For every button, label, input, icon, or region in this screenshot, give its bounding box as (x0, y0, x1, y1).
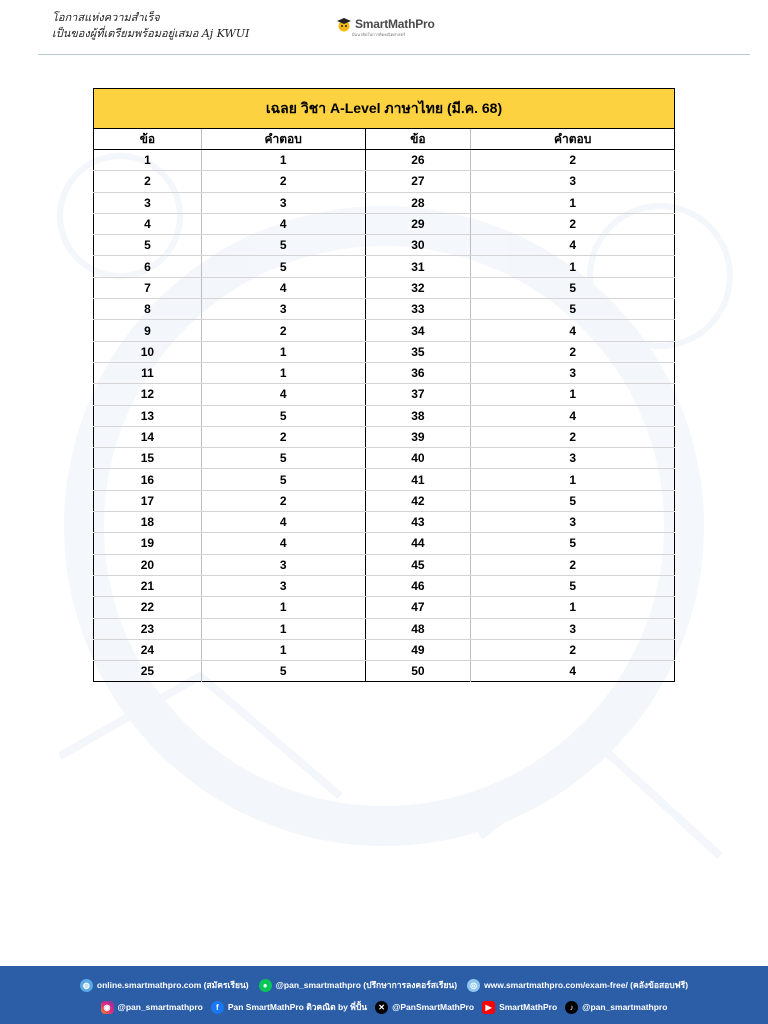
answer-value: 5 (201, 448, 365, 469)
table-row (94, 277, 675, 298)
table-row (94, 213, 675, 234)
table-row (94, 661, 675, 682)
answer-value: 2 (471, 213, 675, 234)
table-row (94, 256, 675, 277)
question-number: 12 (94, 384, 202, 405)
table-row (94, 235, 675, 256)
question-number: 50 (365, 661, 471, 682)
question-number: 18 (94, 512, 202, 533)
answer-value: 2 (201, 320, 365, 341)
column-header-answer-1: คำตอบ (201, 129, 365, 150)
footer-link-label: @pan_smartmathpro (117, 1002, 203, 1012)
question-number: 17 (94, 490, 202, 511)
question-number: 48 (365, 618, 471, 639)
footer-link-x[interactable] (375, 1001, 474, 1014)
question-number: 36 (365, 362, 471, 383)
answer-value: 3 (471, 448, 675, 469)
instagram-icon: ◉ (101, 1001, 114, 1014)
answer-value: 3 (201, 299, 365, 320)
column-header-row (94, 129, 675, 150)
line-icon: ● (259, 979, 272, 992)
answer-value: 2 (471, 341, 675, 362)
table-row (94, 299, 675, 320)
answer-value: 5 (471, 575, 675, 596)
table-row (94, 171, 675, 192)
footer-link-label: SmartMathPro (499, 1002, 558, 1012)
column-header-answer-2: คำตอบ (471, 129, 675, 150)
x-icon: ✕ (375, 1001, 388, 1014)
question-number: 32 (365, 277, 471, 298)
answer-value: 5 (471, 490, 675, 511)
question-number: 29 (365, 213, 471, 234)
question-number: 24 (94, 639, 202, 660)
question-number: 49 (365, 639, 471, 660)
slogan-line-2: เป็นของผู้ที่เตรียมพร้อมอยู่เสมอ Aj KWUI (52, 27, 250, 40)
answer-table-body (94, 150, 675, 682)
question-number: 1 (94, 150, 202, 171)
answer-value: 4 (569, 664, 577, 679)
answer-value: 5 (201, 405, 365, 426)
table-row (94, 490, 675, 511)
answer-value: 3 (471, 512, 675, 533)
answer-value: 1 (201, 150, 365, 171)
answer-value: 1 (201, 362, 365, 383)
brand-name: SmartMathPro (355, 17, 435, 31)
question-number: 41 (365, 469, 471, 490)
answer-value: 5 (201, 469, 365, 490)
question-number: 6 (94, 256, 202, 277)
footer-link-instagram[interactable] (101, 1001, 203, 1014)
answer-value: 1 (471, 597, 675, 618)
question-number: 20 (94, 554, 202, 575)
footer-link-youtube[interactable] (482, 1001, 557, 1014)
question-number: 43 (365, 512, 471, 533)
table-row (94, 533, 675, 554)
question-number: 28 (365, 192, 471, 213)
page-header (0, 0, 768, 56)
question-number: 22 (94, 597, 202, 618)
question-number: 11 (94, 362, 202, 383)
question-number: 40 (365, 448, 471, 469)
table-row (94, 618, 675, 639)
question-number: 31 (365, 256, 471, 277)
table-row (94, 469, 675, 490)
question-number: 3 (94, 192, 202, 213)
answer-value: 2 (201, 490, 365, 511)
answer-value: 4 (201, 533, 365, 554)
question-number: 34 (365, 320, 471, 341)
brand-tagline: มีแนวคิดในการคิดคณิตศาสตร์ (352, 32, 406, 37)
answer-value: 2 (471, 426, 675, 447)
answer-value: 1 (471, 469, 675, 490)
question-number: 45 (365, 554, 471, 575)
answer-value: 3 (471, 362, 675, 383)
answer-key-table (93, 88, 675, 682)
answer-value: 1 (201, 639, 365, 660)
answer-value: 1 (201, 597, 365, 618)
table-row (94, 405, 675, 426)
table-row (94, 554, 675, 575)
answer-value: 5 (201, 256, 365, 277)
question-number: 13 (94, 405, 202, 426)
facebook-icon: f (211, 1001, 224, 1014)
footer-link-label: online.smartmathpro.com (สมัครเรียน) (96, 980, 249, 990)
question-number: 9 (94, 320, 202, 341)
footer-row-2 (0, 1000, 768, 1014)
answer-value: 5 (471, 299, 675, 320)
table-title: เฉลย วิชา A-Level ภาษาไทย (มี.ค. 68) (94, 89, 675, 129)
question-number: 39 (365, 426, 471, 447)
answer-value: 1 (471, 256, 675, 277)
table-row (94, 192, 675, 213)
answer-value: 2 (201, 426, 365, 447)
question-number: 15 (94, 448, 202, 469)
question-number: 10 (94, 341, 202, 362)
answer-value: 2 (471, 554, 675, 575)
answer-value: 4 (471, 235, 675, 256)
table-row (94, 597, 675, 618)
answer-value: 4 (201, 512, 365, 533)
question-number: 44 (365, 533, 471, 554)
answer-value: 3 (201, 554, 365, 575)
question-number: 25 (94, 661, 202, 682)
footer-link-tiktok[interactable] (565, 1001, 667, 1014)
answer-value: 4 (201, 213, 365, 234)
table-row (94, 341, 675, 362)
footer-link-online[interactable] (80, 978, 249, 992)
question-number: 21 (94, 575, 202, 596)
footer-link-label: @pan_smartmathpro (582, 1002, 668, 1012)
footer-row-1 (0, 978, 768, 992)
footer-link-line[interactable] (259, 978, 457, 992)
table-row (94, 362, 675, 383)
answer-value: 3 (471, 171, 675, 192)
web-icon: ◎ (467, 979, 480, 992)
answer-value: 2 (201, 171, 365, 192)
youtube-icon: ▶ (482, 1001, 495, 1014)
question-number: 37 (365, 384, 471, 405)
question-number: 23 (94, 618, 202, 639)
tiktok-icon: ♪ (565, 1001, 578, 1014)
answer-value: 4 (201, 277, 365, 298)
answer-value: 1 (471, 192, 675, 213)
table-row (94, 575, 675, 596)
question-number: 46 (365, 575, 471, 596)
table-row (94, 426, 675, 447)
answer-value: 5 (201, 235, 365, 256)
brand-logo (336, 16, 435, 32)
footer-link-website[interactable] (467, 978, 688, 992)
answer-value: 2 (471, 639, 675, 660)
answer-value: 3 (201, 575, 365, 596)
answer-value: 4 (471, 405, 675, 426)
answer-value: 1 (201, 341, 365, 362)
answer-value: 5 (201, 661, 365, 682)
question-number: 5 (94, 235, 202, 256)
slogan (52, 10, 249, 42)
globe-icon: ◍ (80, 979, 93, 992)
contact-footer (0, 966, 768, 1024)
question-number: 42 (365, 490, 471, 511)
question-number: 14 (94, 426, 202, 447)
table-row (94, 150, 675, 171)
footer-link-label: Pan SmartMathPro ติวคณิต by พี่ปั้น (227, 1002, 368, 1012)
slogan-line-1: โอกาสแห่งความสำเร็จ (52, 11, 160, 24)
question-number: 26 (365, 150, 471, 171)
footer-link-label: www.smartmathpro.com/exam-free/ (คลังข้อสอบฟรี) (484, 980, 689, 990)
answer-value: 4 (201, 384, 365, 405)
question-number: 19 (94, 533, 202, 554)
question-number: 4 (94, 213, 202, 234)
table-row (94, 512, 675, 533)
answer-value: 5 (471, 533, 675, 554)
question-number: 30 (365, 235, 471, 256)
question-number: 8 (94, 299, 202, 320)
column-header-question-1: ข้อ (94, 129, 202, 150)
footer-link-label: @PanSmartMathPro (392, 1002, 475, 1012)
answer-value: 4 (471, 320, 675, 341)
question-number: 47 (365, 597, 471, 618)
answer-value: 5 (471, 277, 675, 298)
table-row (94, 448, 675, 469)
question-number: 35 (365, 341, 471, 362)
graduation-cap-icon (336, 16, 352, 32)
question-number: 33 (365, 299, 471, 320)
question-number: 7 (94, 277, 202, 298)
question-number: 27 (365, 171, 471, 192)
footer-link-facebook[interactable] (211, 1000, 367, 1014)
answer-value: 3 (471, 618, 675, 639)
table-row (94, 639, 675, 660)
answer-value: 1 (471, 384, 675, 405)
answer-value: 1 (201, 618, 365, 639)
question-number: 38 (365, 405, 471, 426)
table-row (94, 384, 675, 405)
footer-link-label: @pan_smartmathpro (ปรึกษาการลงคอร์สเรียน) (275, 980, 458, 990)
table-row (94, 320, 675, 341)
question-number: 2 (94, 171, 202, 192)
header-divider (38, 54, 750, 55)
column-header-question-2: ข้อ (365, 129, 471, 150)
answer-value: 2 (471, 150, 675, 171)
answer-value: 3 (201, 192, 365, 213)
question-number: 16 (94, 469, 202, 490)
